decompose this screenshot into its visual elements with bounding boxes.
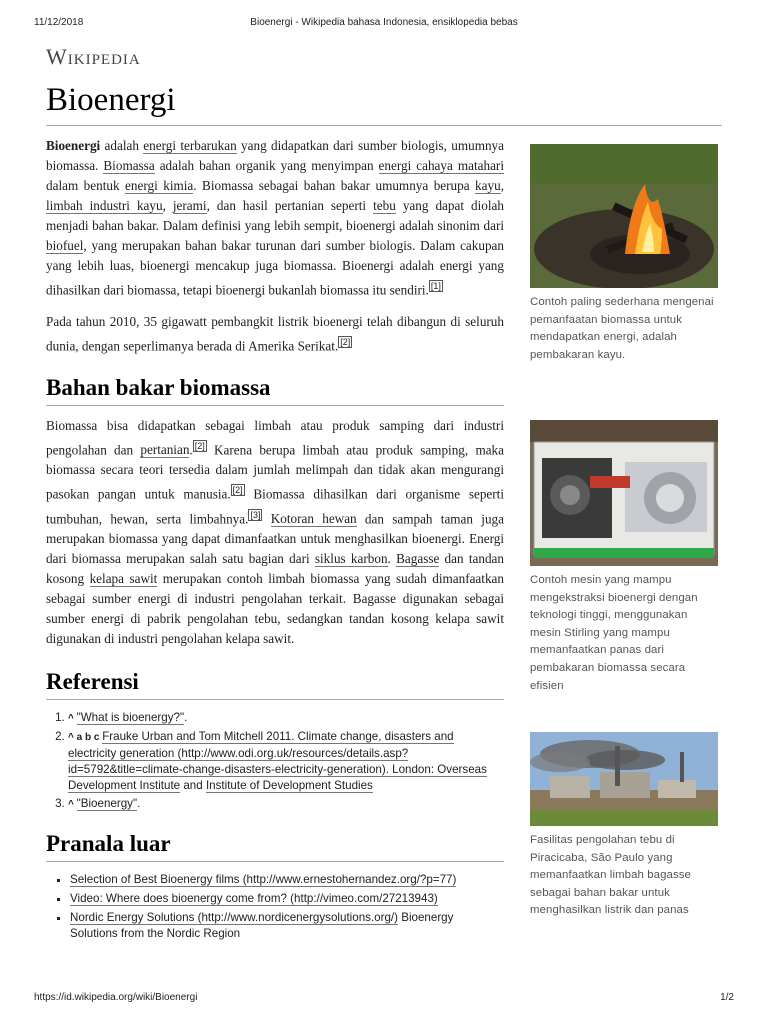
text-run: dan tandan kosong — [46, 550, 504, 586]
article-link[interactable]: energi cahaya matahari — [378, 158, 504, 173]
wikipedia-logo[interactable]: Wikipedia — [46, 44, 141, 69]
text-run: Karena berupa limbah atau produk samping, maka biomassa secara teori tersedia dalam jumlah melimpah dan tidak akan mengurangi pasokan pangan untuk manusia. — [46, 442, 504, 502]
article-link[interactable]: energi kimia — [125, 178, 194, 193]
text-run: . — [189, 442, 193, 458]
text-run — [262, 511, 270, 526]
text-run: , yang merupakan bahan bakar turunan dari sumber biologis. Dalam cakupan yang lebih luas, bioenergi mencakup juga biomassa. Bioenergi adalah energi yang dihasilkan dari biomassa, tetapi bioenergi bukanlah biomassa itu sendiri. — [46, 238, 504, 298]
figure-sugarcane-factory — [530, 732, 718, 920]
citation-link[interactable]: [3] — [250, 509, 261, 520]
external-link[interactable]: Video: Where does bioenergy come from? (http://vimeo.com/27213943) — [70, 891, 438, 905]
text-run: dalam bentuk — [46, 178, 126, 193]
figure-caption-1: Contoh paling sederhana mengenai pemanfaatan biomassa untuk mendapatkan energi, adalah pembakaran kayu. — [530, 296, 714, 361]
article-link[interactable]: biofuel — [46, 238, 84, 253]
external-link[interactable]: Selection of Best Bioenergy films (http://www.ernestohernandez.org/?p=77) — [70, 872, 457, 886]
citation-link[interactable]: [2] — [340, 337, 351, 348]
citation — [231, 484, 245, 496]
reference-backlink[interactable]: ^ — [68, 712, 77, 724]
section-heading-biomass: Bahan bakar biomassa — [46, 375, 504, 406]
text-run: merupakan contoh limbah biomassa yang sudah dimanfaatkan sebagai sumber energi di industri pengolahan terkait. Bagasse digunakan sebagai sumber energi di pabrik pengolahan tebu, sedangkan tandan kosong kelapa sawit digunakan di industri pengolahan kelapa sawit. — [46, 570, 504, 646]
figure-campfire — [530, 144, 718, 364]
biomass-paragraph — [46, 416, 504, 649]
article-link[interactable]: Biomassa — [103, 158, 155, 173]
text-run: Bioenergy Solutions from the Nordic Region — [70, 910, 454, 940]
text-run: . — [387, 550, 397, 566]
text-run: adalah — [100, 138, 144, 153]
figure-stirling-engine — [530, 420, 718, 695]
external-link-item — [70, 872, 504, 888]
intro-paragraph-2 — [46, 312, 504, 356]
citation — [193, 440, 207, 452]
page-title: Bioenergi — [46, 82, 722, 126]
article-link[interactable]: energi terbarukan — [143, 138, 237, 153]
text-run: adalah bahan organik yang menyimpan — [154, 158, 379, 173]
article-link[interactable]: jerami — [172, 198, 207, 213]
figure-caption-2: Contoh mesin yang mampu mengekstraksi bioenergi dengan teknologi tinggi, menggunakan mesin Stirling yang mampu memanfaatkan panas dari pembakaran biomassa secara efisien — [530, 574, 698, 692]
reference-link[interactable]: Frauke Urban and Tom Mitchell 2011. Climate change, disasters and electricity generation (http://www.odi.org.uk/resources/details.asp?id=5792&title=climate-change-disasters-electricity-generation). London: Overseas Development Institute — [68, 729, 487, 792]
citation-link[interactable]: [2] — [194, 440, 205, 451]
reference-link[interactable]: "Bioenergy" — [76, 796, 138, 810]
citation-link[interactable]: [2] — [232, 485, 243, 496]
article-link[interactable]: limbah industri kayu — [46, 198, 163, 213]
section-heading-external-links: Pranala luar — [46, 831, 504, 862]
external-links-list — [46, 872, 504, 942]
text-run: , — [162, 198, 173, 213]
text-run: yang didapatkan dari sumber biologis, umumnya biomassa. — [46, 138, 504, 173]
text-run: . — [137, 796, 141, 810]
article-link[interactable]: pertanian — [140, 442, 190, 458]
citation — [248, 509, 262, 521]
text-run: , dan hasil pertanian seperti — [206, 198, 374, 213]
print-title: Bioenergi - Wikipedia bahasa Indonesia, ensiklopedia bebas — [250, 17, 518, 28]
stirling-engine-image[interactable] — [530, 420, 718, 566]
references-list — [46, 710, 504, 813]
text-run: Pada tahun 2010, 35 gigawatt pembangkit listrik bioenergi telah dibangun di seluruh dunia, dengan seperlimanya berada di Amerika Serikat. — [46, 314, 504, 354]
article-link[interactable]: Kotoran hewan — [270, 510, 357, 526]
campfire-image[interactable] — [530, 144, 718, 288]
sugarcane-factory-image[interactable] — [530, 732, 718, 826]
article-link[interactable]: Bagasse — [396, 550, 440, 566]
print-header — [34, 17, 734, 28]
reference-link[interactable]: Institute of Development Studies — [205, 778, 373, 792]
text-run: yang dapat diolah menjadi bahan bakar. Dalam definisi yang lebih sempit, bioenergi adalah sinonim dari — [46, 198, 504, 233]
external-link[interactable]: Nordic Energy Solutions (http://www.nordicenergysolutions.org/) — [70, 910, 398, 924]
citation — [338, 336, 352, 348]
print-url[interactable]: https://id.wikipedia.org/wiki/Bioenergi — [34, 992, 198, 1003]
article-term: Bioenergi — [46, 138, 101, 153]
reference-item — [68, 729, 504, 794]
print-footer — [34, 992, 734, 1003]
reference-item — [68, 710, 504, 727]
reference-backlink[interactable]: ^ a b c — [68, 731, 103, 743]
text-run: , — [500, 178, 504, 193]
article-link[interactable]: kayu — [475, 178, 501, 193]
reference-link[interactable]: "What is bioenergy?" — [76, 710, 185, 724]
article-link[interactable]: siklus karbon — [314, 550, 388, 566]
intro-paragraph-1 — [46, 136, 504, 300]
text-run: Biomassa dihasilkan dari organisme seperti tumbuhan, hewan, serta limbahnya. — [46, 486, 504, 526]
citation — [429, 280, 443, 292]
text-run: . — [184, 710, 188, 724]
article-link[interactable]: tebu — [373, 198, 396, 213]
external-link-item — [70, 891, 504, 907]
text-run: and — [180, 778, 206, 792]
text-run: dan sampah taman juga merupakan biomassa yang dapat dimanfaatkan untuk menghasilkan bioenergi. Energi dari biomassa merupakan salah satu bagian dari — [46, 510, 504, 566]
print-date: 11/12/2018 — [34, 17, 84, 28]
reference-item — [68, 796, 504, 813]
section-heading-references: Referensi — [46, 669, 504, 700]
text-run: . Biomassa sebagai bahan bakar umumnya berupa — [193, 178, 476, 193]
citation-link[interactable]: [1] — [430, 281, 441, 291]
figure-caption-3: Fasilitas pengolahan tebu di Piracicaba, São Paulo yang memanfaatkan limbah bagasse sebagai bahan bakar untuk menghasilkan listrik dan panas — [530, 834, 691, 917]
external-link-item — [70, 910, 504, 942]
reference-backlink[interactable]: ^ — [68, 798, 77, 810]
text-run: Biomassa bisa didapatkan sebagai limbah atau produk samping dari industri pengolahan dan — [46, 417, 504, 458]
article-content — [46, 136, 504, 945]
print-page-number: 1/2 — [720, 992, 734, 1003]
article-link[interactable]: kelapa sawit — [89, 570, 158, 586]
